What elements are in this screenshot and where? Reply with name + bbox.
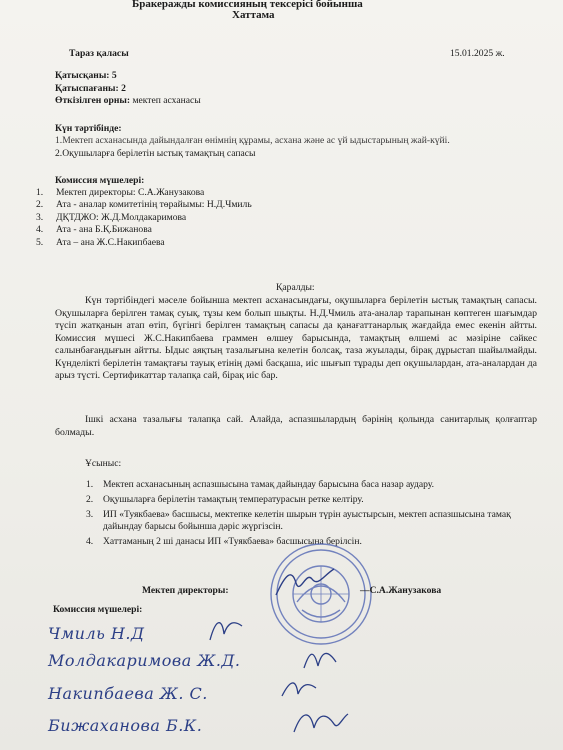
director-signature [272,565,338,601]
commission-member: 3. ДҚТДЖО: Ж.Д.Молдакаримова [36,211,187,223]
proposal-item: 2. Оқушыларға берілетін тамақтың температурасын ретке келтіру. [86,494,364,505]
signature-scribble [290,706,350,740]
document-heading: Бракеражды комиссияның тексерісі бойынша [132,0,363,10]
agenda-title: Күн тәртібінде: [55,123,122,134]
absent-count [55,83,126,95]
handwritten-signature: Бижаханова Б.К. [48,716,203,735]
agenda-item: 2.Оқушыларға берілетін ыстық тамақтың сапасы [55,148,256,159]
absent-value: 2 [121,83,126,94]
document-title: Хаттама [232,9,275,21]
present-value: 5 [111,70,117,81]
proposal-list [86,479,538,548]
signature-scribble [300,644,340,674]
proposal-item: 4. Хаттаманың 2 ші данасы ИП «Туякбаева» басшысына берілсін. [86,536,362,547]
commission-member: 4. Ата - ана Б.Қ.Бижанова [36,224,152,236]
handwritten-signature: Накипбаева Ж. С. [48,684,208,703]
present-count [55,70,117,82]
signature-scribble [278,674,320,704]
city: Тараз қаласы [69,48,129,59]
signatures-title: Комиссия мүшелері: [53,604,143,615]
handwritten-signature: Молдакаримова Ж.Д. [48,651,241,670]
absent-label: Қатыспағаны: [55,83,119,94]
commission-member: 2. Ата - аналар комитетінің төрайымы: Н.Д.Чмиль [36,199,252,211]
discussion-paragraph: Ішкі асхана тазалығы талапқа сай. Алайда, аспазшылардың бәрінің қолында санитарлық қолғаптар болмады. [55,414,537,438]
proposal-item: 1. Мектеп асханасының аспазшысына тамақ дайындау барысына баса назар аудару. [86,479,435,490]
place-value: мектеп асханасы [132,95,201,106]
signature-scribble [206,614,248,644]
proposal-title: Ұсыныс: [85,458,122,469]
commission-member: 1. Мектеп директоры: С.А.Жанузакова [36,187,205,198]
discussion-title: Қаралды: [276,282,315,293]
commission-member: 5. Ата – ана Ж.С.Накипбаева [36,236,165,248]
present-label: Қатысқаны: [55,70,110,81]
commission-title: Комиссия мүшелері: [55,175,145,186]
proposal-item: 3. ИП «Туякбаева» басшысы, мектепке келетін шырын түрін ауыстырсын, мектеп аспазшысына тамақ дайындау барысы бойынша дәріс жүргізсін. [86,509,511,532]
agenda-item: 1.Мектеп асханасында дайындалған өнімнің құрамы, асхана және ас үй ыдыстарының жай-күйі. [55,135,450,146]
meeting-place [55,95,201,107]
director-name: —С.А.Жанузакова [360,585,442,596]
handwritten-signature: Чмиль Н.Д [48,624,145,643]
place-label: Өткізілген орны: [55,95,131,106]
director-label: Мектеп директоры: [142,585,229,596]
date: 15.01.2025 ж. [450,48,505,59]
discussion-paragraph: Күн тәртібіндегі мәселе бойынша мектеп асханасындағы, оқушыларға берілетін ыстық тамақтың сапасы. Оқушыларға берілген тамақ суық, тұзы кем болып шықты. Н.Д.Чмиль ата-аналар тарапынан көптеген шағымдар түсіп жатқанын атап өтіп, бүгінгі берілген тамақтың сапасы да қанағаттанарлық жағдайда емес екенін айтты. Комиссия мүшесі Ж.С.Накипбаева граммен өлшеу барысында, тамақтың өлшемі ас мәзіріне сәйкес салынбағандығын айтты. Ыдыс аяқтың тазалығына келетін болсақ, таза жуылады, бірақ дұрыстап шайылмайды. Күнделікті берілетін тамақтағы тауық етінің дәмі басқаша, иіс шығып тұрады деп оқушылардан, ата-аналардан да арыз түсті. Сертификаттар талапқа сай, бірақ иіс бар. [55,295,537,381]
commission-list [36,187,252,249]
